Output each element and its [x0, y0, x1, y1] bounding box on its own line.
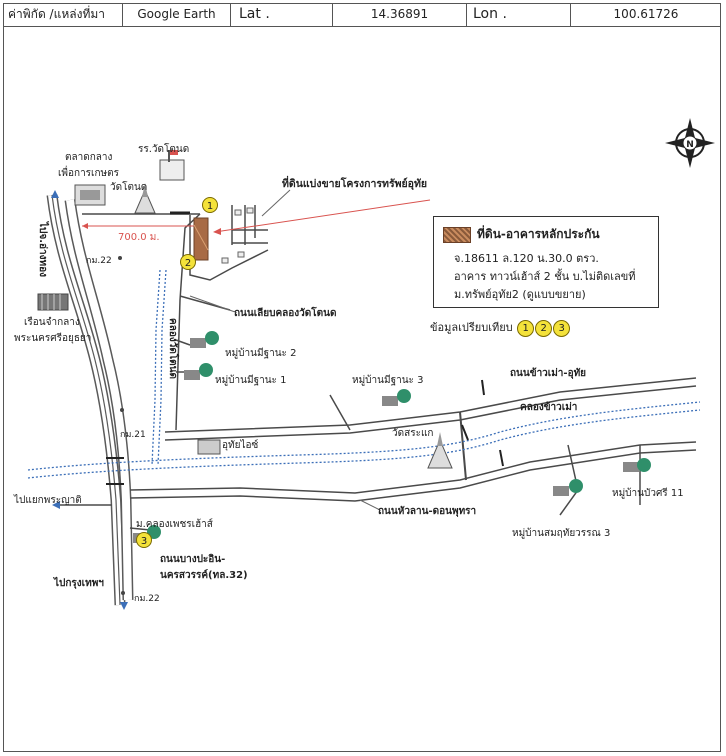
prison-icon [38, 294, 68, 310]
arrow-down-icon [120, 602, 128, 610]
label-project: ที่ดินแบ่งขายโครงการทรัพย์อุทัย [282, 178, 428, 190]
lat-label: Lat . [231, 3, 333, 26]
label-village-suan: หมู่บ้านสมฤทัยวรรณ 3 [512, 528, 611, 539]
label-temple-tonod: วัดโตนด [110, 182, 148, 193]
label-canal-tonod: คลองวัดโตนด [167, 318, 178, 380]
village-mitana1-icon [184, 363, 213, 380]
svg-text:3: 3 [140, 536, 148, 547]
label-to-bangkok: ไปกรุงเทพฯ [54, 578, 104, 589]
label-prison2: พระนครศรีอยุธยา [14, 333, 92, 344]
label-road-hualan: ถนนหัวลาน-ดอนพุทรา [378, 506, 477, 517]
label-wat-sakae: วัดสระแก [392, 428, 434, 439]
label-village-mitana1: หมู่บ้านมีฐานะ 1 [215, 375, 287, 386]
label-road-chaokhao: ถนนข้าวเม่า-อุทัย [510, 368, 587, 379]
label-road-bangpain: ถนนบางปะอิน- [160, 554, 226, 565]
label-school: รร.วัดโตนด [138, 144, 190, 155]
village-mitana2-icon [190, 331, 219, 348]
label-to-angthong: ไปจ.อ่างทอง [37, 222, 48, 278]
km22-top-dot [118, 256, 122, 260]
label-market: ตลาดกลาง [65, 152, 113, 163]
source-value: Google Earth [123, 3, 231, 26]
svg-text:2: 2 [184, 258, 192, 269]
village-boonsri-icon [623, 458, 651, 472]
label-road-bangpain2: นครสวรรค์(ทล.32) [160, 570, 248, 581]
label-distance: 700.0 ม. [118, 232, 160, 243]
km21-dot [120, 408, 124, 412]
market-icon [75, 185, 105, 205]
marker-1 [203, 198, 218, 213]
arrow-up-icon [51, 190, 59, 198]
label-km22-bottom: กม.22 [134, 594, 160, 604]
compass-icon [665, 118, 715, 168]
label-canal-chaokhao: คลองข้าวเม่า [520, 402, 578, 413]
label-to-phrakhanat: ไปแยกพระญาติ [14, 495, 82, 506]
label-km21: กม.21 [120, 430, 146, 440]
legend-line-2: อาคาร ทาวน์เฮ้าส์ 2 ชั้น บ.ไม่ติดเลขที่ [454, 270, 636, 283]
comparison-marker-3: 3 [553, 320, 570, 337]
svg-text:1: 1 [206, 201, 214, 212]
svg-text:N: N [686, 140, 694, 150]
legend-title: ที่ดิน-อาคารหลักประกัน [477, 227, 600, 241]
lon-value: 100.61726 [613, 7, 679, 21]
label-village-mitana2: หมู่บ้านมีฐานะ 2 [225, 348, 297, 359]
village-suan-icon [553, 479, 583, 496]
km22-bottom-dot [121, 591, 125, 595]
label-prison: เรือนจำกลาง [24, 317, 80, 328]
marker-2 [181, 255, 196, 270]
collateral-parcel [194, 218, 208, 260]
canal-road-pointer [190, 296, 235, 312]
comparison-label: ข้อมูลเปรียบเทียบ [430, 321, 513, 334]
comparison-marker-1: 1 [517, 320, 534, 337]
collateral-swatch [443, 227, 471, 243]
village-mitana3-icon [382, 389, 411, 406]
label-m-klongphet: ม.คลองเพชรเฮ้าส์ [136, 519, 213, 530]
collateral-legend [433, 216, 659, 308]
legend-line-3: ม.ทรัพย์อุทัย2 (ดูแบบขยาย) [454, 288, 586, 301]
comparison-marker-2: 2 [535, 320, 552, 337]
marker-3 [137, 533, 152, 548]
label-km22-top: กม.22 [86, 256, 112, 266]
coord-label: ค่าพิกัด /แหล่งที่มา [3, 3, 123, 26]
project-pointer [262, 190, 290, 216]
hualan-pointer [360, 500, 380, 510]
label-village-mitana3: หมู่บ้านมีฐานะ 3 [352, 375, 424, 386]
utai-ice-icon [198, 440, 220, 454]
lon-label: Lon . [467, 3, 571, 26]
comparison-legend [430, 318, 570, 337]
label-village-boonsri: หมู่บ้านบัวศรี 11 [612, 488, 684, 499]
project-houses [222, 208, 253, 263]
legend-line-1: จ.18611 ล.120 น.30.0 ตรว. [454, 252, 599, 265]
label-canal-road: ถนนเลียบคลองวัดโตนด [234, 308, 337, 319]
label-utai-ice: อุทัยไอซ์ [222, 440, 259, 451]
lat-value: 14.36891 [333, 3, 467, 26]
label-market2: เพื่อการเกษตร [58, 168, 119, 179]
